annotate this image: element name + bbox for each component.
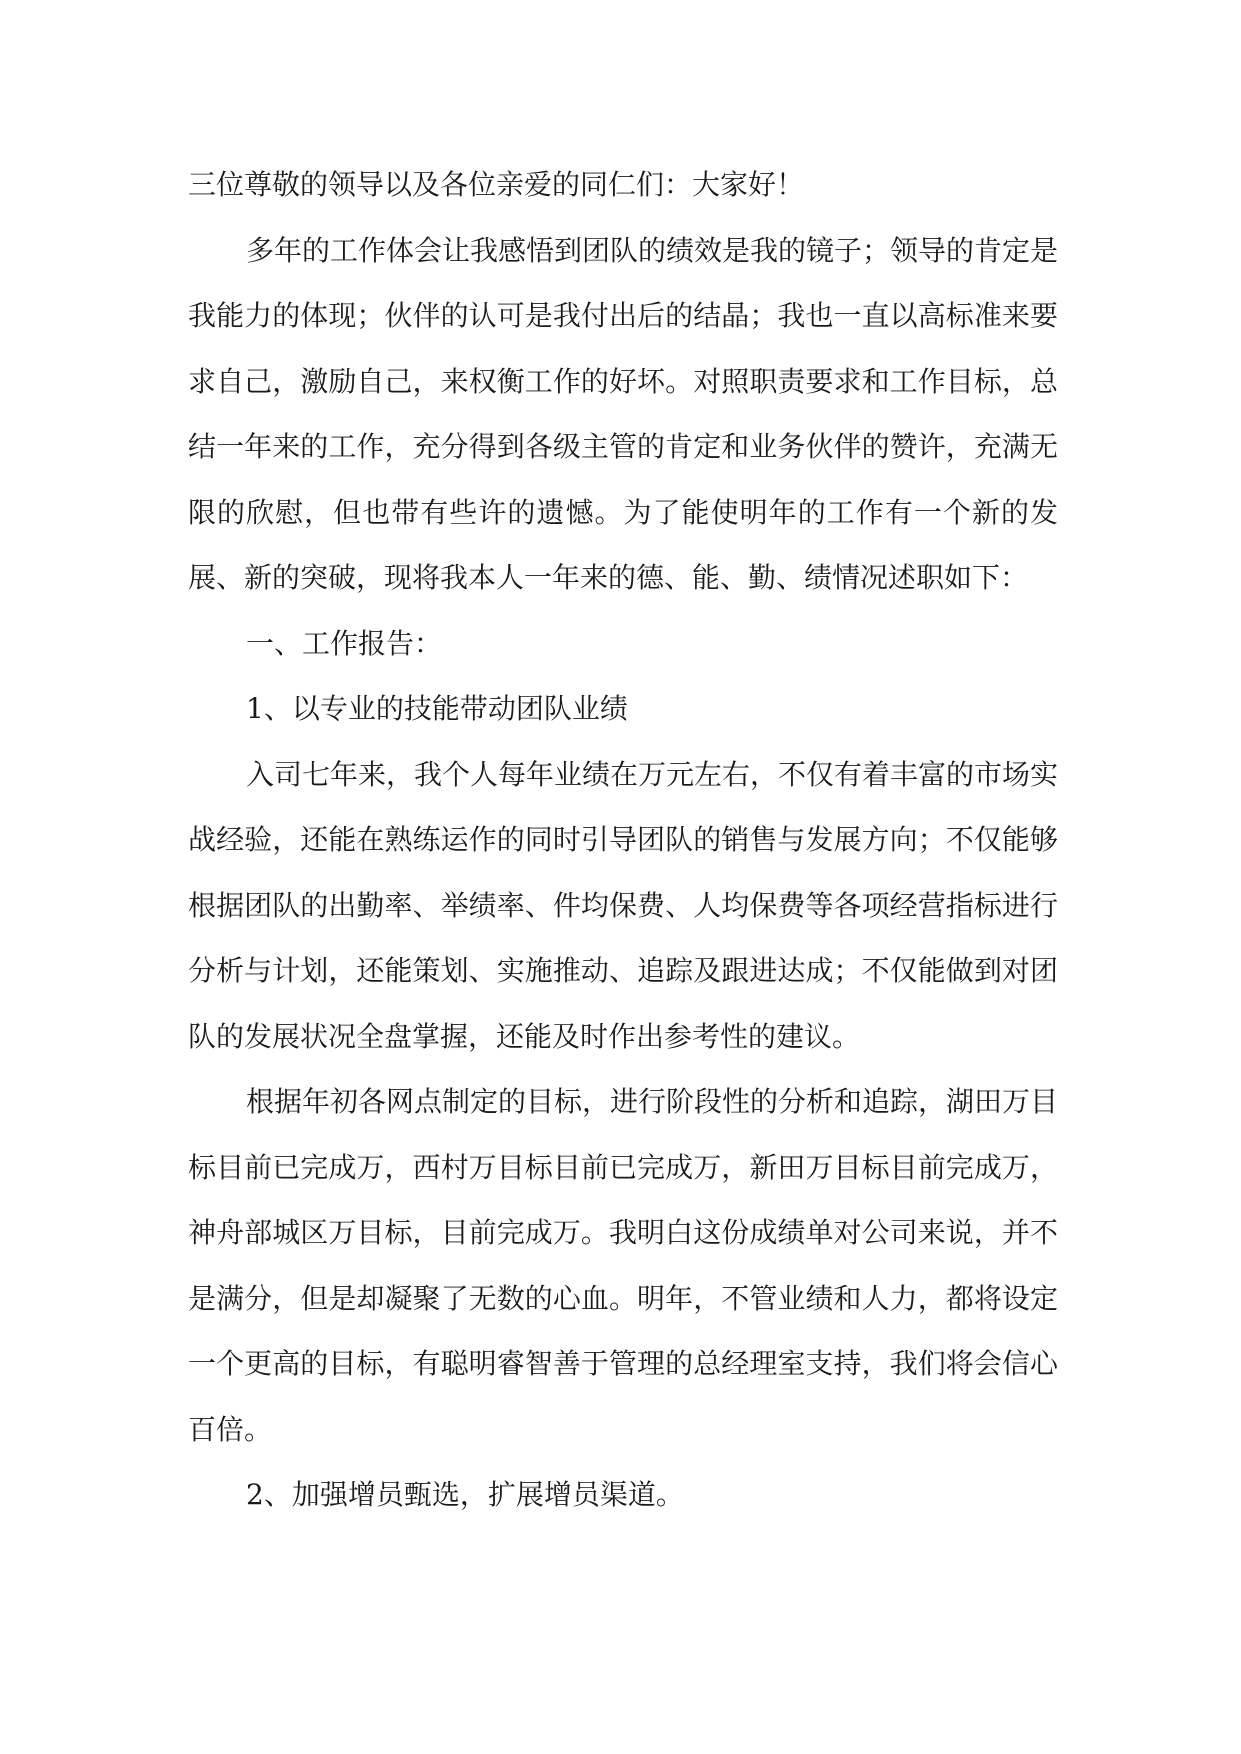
greeting-paragraph: 三位尊敬的领导以及各位亲爱的同仁们：大家好！ <box>188 168 805 201</box>
section-heading: 一、工作报告： <box>246 626 443 660</box>
subsection-heading-2: 2、加强增员甄选，扩展增员渠道。 <box>246 1478 684 1511</box>
document-body <box>188 152 1058 1528</box>
targets-paragraph: 根据年初各网点制定的目标，进行阶段性的分析和追踪，湖田万目标目前已完成万，西村万目标目前已完成万，新田万目标目前完成万，神舟部城区万目标，目前完成万。我明白这份成绩单对公司来说，并不是满分，但是却凝聚了无数的心血。明年，不管业绩和人力，都将设定一个更高的目标，有聪明睿智善于管理的总经理室支持，我们将会信心百倍。 <box>188 1085 1059 1446</box>
performance-paragraph: 入司七年来，我个人每年业绩在万元左右，不仅有着丰富的市场实战经验，还能在熟练运作的同时引导团队的销售与发展方向；不仅能够根据团队的出勤率、举绩率、件均保费、人均保费等各项经营指标进行分析与计划，还能策划、实施推动、追踪及跟进达成；不仅能做到对团队的发展状况全盘掌握，还能及时作出参考性的建议。 <box>188 757 1059 1053</box>
intro-paragraph: 多年的工作体会让我感悟到团队的绩效是我的镜子；领导的肯定是我能力的体现；伙伴的认可是我付出后的结晶；我也一直以高标准来要求自己，激励自己，来权衡工作的好坏。对照职责要求和工作目标，总结一年来的工作，充分得到各级主管的肯定和业务伙伴的赞许，充满无限的欣慰，但也带有些许的遗憾。为了能使明年的工作有一个新的发展、新的突破，现将我本人一年来的德、能、勤、绩情况述职如下： <box>188 233 1059 594</box>
subsection-heading-1: 1、以专业的技能带动团队业绩 <box>246 692 628 725</box>
